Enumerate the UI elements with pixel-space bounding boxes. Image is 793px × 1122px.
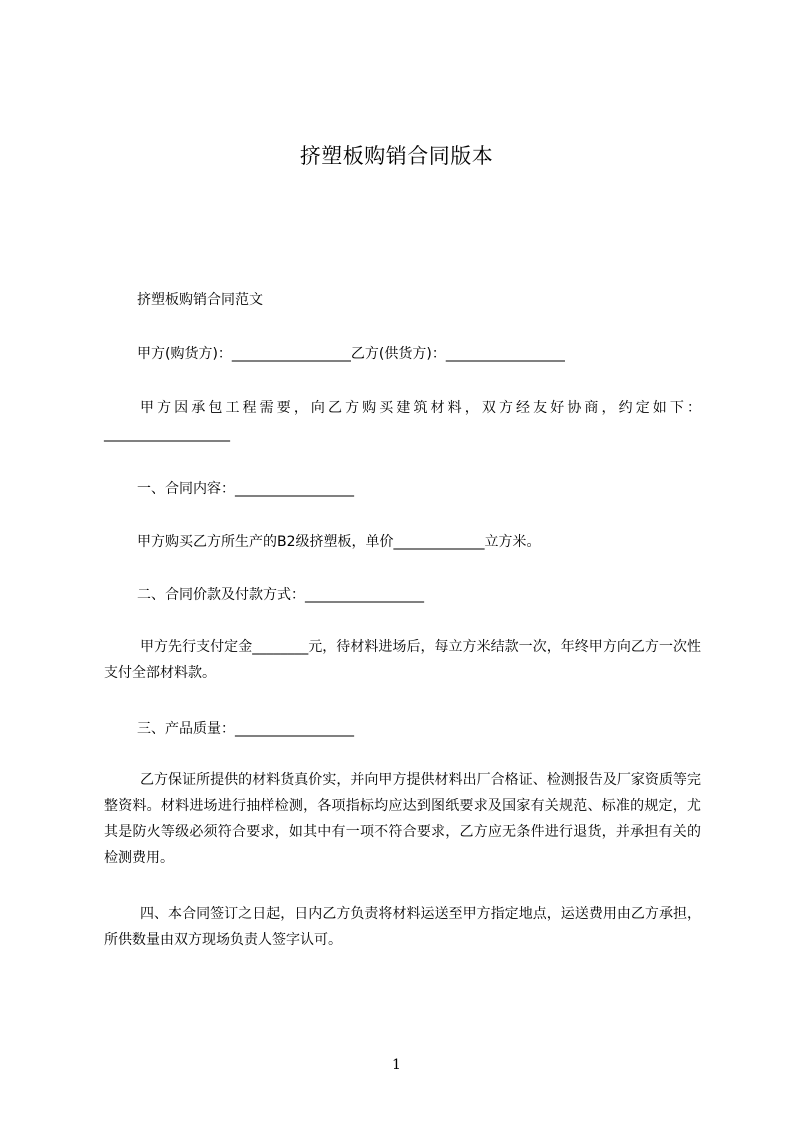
- parties-line: 甲方(购货方)：_________________乙方(供货方)：_________________: [137, 346, 565, 362]
- section2-heading: 二、合同价款及付款方式：_________________: [137, 587, 424, 603]
- document-subtitle: 挤塑板购销合同范文: [137, 292, 263, 308]
- section3-body: 乙方保证所提供的材料货真价实，并向甲方提供材料出厂合格证、检测报告及厂家资质等完整资料。材料进场进行抽样检测，各项指标均应达到图纸要求及国家有关规范、标准的规定，尤其是防火等级必须符合要求，如其中有一项不符合要求，乙方应无条件进行退货，并承担有关的检测费用。: [104, 772, 701, 866]
- section3-heading: 三、产品质量：_________________: [137, 721, 354, 737]
- section4-body: 四、本合同签订之日起，日内乙方负责将材料运送至甲方指定地点，运送费用由乙方承担，所供数量由双方现场负责人签字认可。: [104, 906, 701, 948]
- section1-body: 甲方购买乙方所生产的B2级挤塑板，单价_____________立方米。: [137, 534, 541, 550]
- page-number: 1: [392, 1057, 401, 1073]
- document-title: 挤塑板购销合同版本: [299, 144, 494, 168]
- section2-body: 甲方先行支付定金________元，待材料进场后，每立方米结款一次，年终甲方向乙方一次性支付全部材料款。: [104, 639, 701, 681]
- intro-paragraph: 甲方因承包工程需要，向乙方购买建筑材料，双方经友好协商，约定如下：__________________: [104, 400, 701, 442]
- section1-heading: 一、合同内容：_________________: [137, 481, 354, 497]
